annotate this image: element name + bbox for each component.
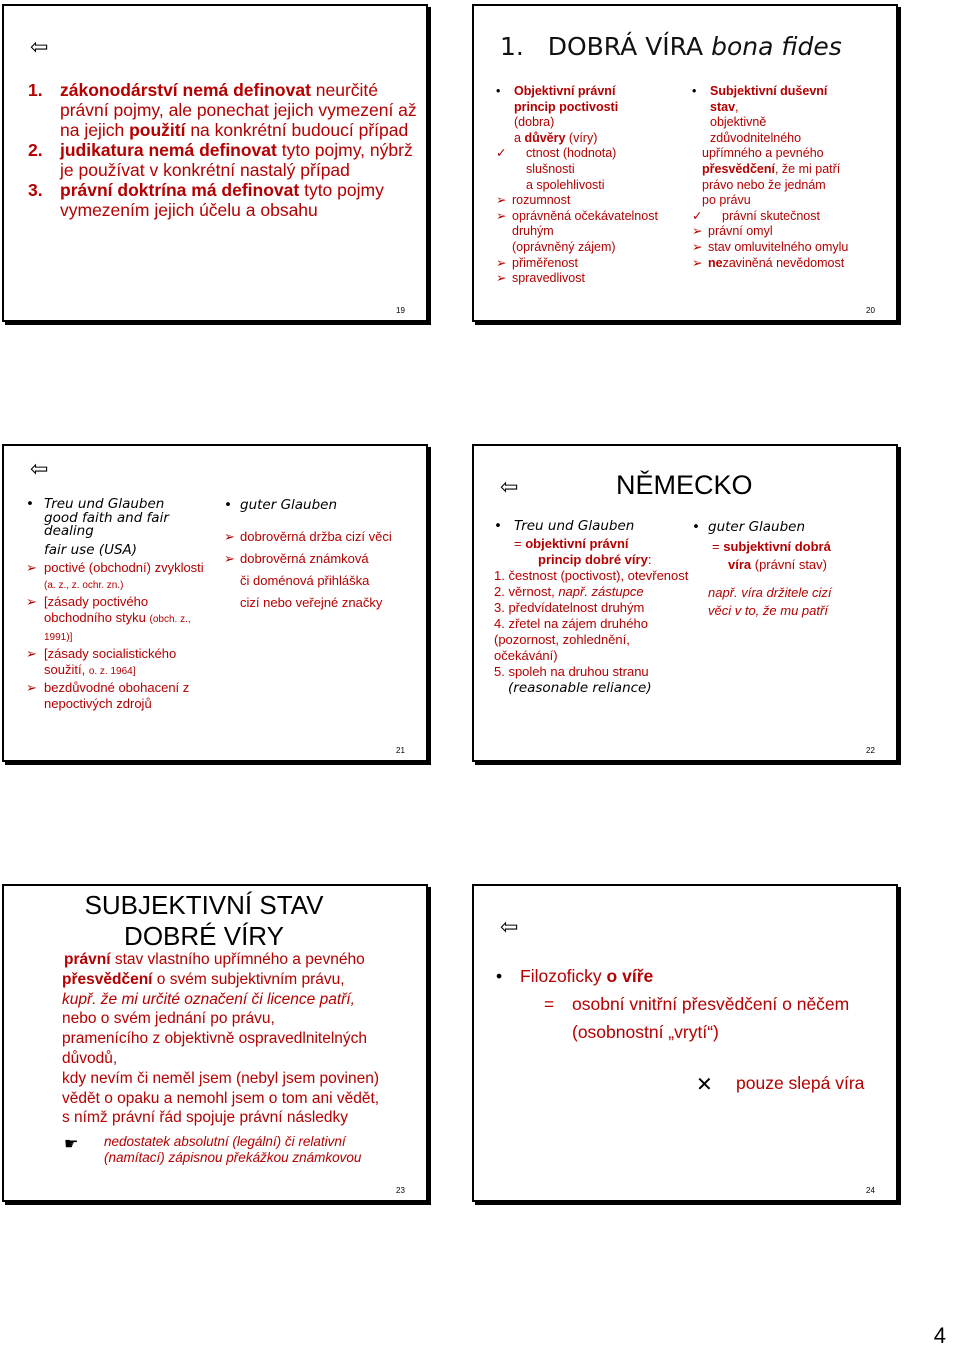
slide-number: 19: [396, 306, 405, 315]
arrowhead-icon: ➢: [26, 680, 37, 695]
slide-22-left: • Treu und Glauben = objektivní právní princip dobré víry: 1. čestnost (poctivost), otevřenost 2. věrnost, např. zástupce 3. předvídatelnost druhým 4. zřetel na zájem druhého (pozornost, zohlednění, očekávání) 5. spoleh na druhou stranu (reasonable reliance): [494, 518, 689, 696]
slide-number: 20: [866, 306, 875, 315]
slide-21-left: • Treu und Glauben good faith and fair dealing fair use (USA) ➢ poctivé (obchodní) zvyklosti (a. z., z. ochr. zn.) ➢ [zásady poctivého obchodního styku (obch. z., 1991)] ➢ [zásady socialistického soužití, o. z. 1964] ➢ bezdůvodné obohacení z nepoctivých zdrojů: [26, 496, 204, 711]
slide-22: [472, 444, 898, 762]
slide-number: 22: [866, 746, 875, 755]
slide-24: [472, 884, 898, 1202]
arrowhead-icon: ➢: [26, 646, 37, 661]
blind-faith-text: pouze slepá víra: [736, 1073, 865, 1093]
slide-number: 21: [396, 746, 405, 755]
slide-22-title: NĚMECKO: [616, 470, 753, 500]
back-arrow-icon: ⇦: [500, 914, 519, 939]
objective-column: • Objektivní právní princip poctivosti (dobra) a důvěry (víry) ✓ ctnost (hodnota) slušnosti a spolehlivosti ➢ rozumnost ➢ oprávněná očekávatelnost druhým (oprávněný zájem) ➢ přiměřenost ➢ spravedlivost: [496, 84, 658, 286]
arrowhead-icon: ➢: [26, 594, 37, 609]
slide-23-note: nedostatek absolutní (legální) či relativní (namítací) zápisnou překážkou známkovou: [104, 1134, 362, 1165]
arrowhead-icon: ➢: [26, 560, 37, 575]
check-icon: ✓: [496, 146, 507, 161]
slide-23: [2, 884, 428, 1202]
slide-20-title: 1. DOBRÁ VÍRA bona fides: [500, 32, 842, 61]
slide-23-title: SUBJEKTIVNÍ STAV DOBRÉ VÍRY: [84, 890, 324, 951]
slide-19-list: 1. zákonodárství nemá definovat neurčité právní pojmy, ale ponechat jejich vymezení až na jejich použití na konkrétní budoucí případ 2. judikatura nemá definovat tyto pojmy, nýbrž je používat v konkrétní nastalý případ 3. právní doktrína má definovat tyto pojmy vymezením jejich účelu a obsahu: [28, 80, 417, 220]
arrowhead-icon: ➢: [224, 529, 235, 544]
slide-number: 23: [396, 1186, 405, 1195]
subjective-column: • Subjektivní duševní stav, objektivně zdůvodnitelného upřímného a pevného přesvědčení, že mi patří právo nebo že jednám po právu ✓ právní skutečnost ➢ právní omyl ➢ stav omluvitelného omylu ➢ nezaviněná nevědomost: [692, 84, 849, 270]
slide-21: [2, 444, 428, 762]
arrowhead-icon: ➢: [496, 255, 507, 270]
slide-22-right: • guter Glauben = subjektivní dobrá víra (právní stav) např. víra držitele cizí věci v to, že mu patří: [692, 519, 832, 618]
arrowhead-icon: ➢: [496, 193, 507, 208]
slide-23-body: právní stav vlastního upřímného a pevného přesvědčení o svém subjektivním právu, kupř. že mi určité označení či licence patří, nebo o svém jednání po právu, pramenícího z objektivně ospravedlnitelných důvodů, kdy nevím či neměl jsem (nebyl jsem povinen) vědět o opaku a nemohl jsem o tom ani vědět, s nímž právní řád spojuje právní následky: [62, 951, 380, 1127]
cross-icon: ✕: [696, 1074, 713, 1096]
slide-19: [2, 4, 428, 322]
arrowhead-icon: ➢: [692, 239, 703, 254]
back-arrow-icon: ⇦: [30, 456, 49, 481]
slide-20: [472, 4, 898, 322]
arrowhead-icon: ➢: [496, 271, 507, 286]
arrowhead-icon: ➢: [692, 224, 703, 239]
arrowhead-icon: ➢: [692, 255, 703, 270]
page-number: 4: [933, 1323, 946, 1348]
back-arrow-icon: ⇦: [30, 34, 49, 59]
pointing-hand-icon: ☛: [64, 1136, 79, 1153]
back-arrow-icon: ⇦: [500, 474, 519, 499]
slide-number: 24: [866, 1186, 875, 1195]
check-icon: ✓: [692, 208, 703, 223]
slide-24-body: • Filozoficky o víře = osobní vnitřní přesvědčení o něčem (osobnostní „vrytí“): [496, 966, 850, 1042]
arrowhead-icon: ➢: [496, 208, 507, 223]
arrowhead-icon: ➢: [224, 551, 235, 566]
slide-21-right: • guter Glauben ➢ dobrověrná držba cizí věci ➢ dobrověrná známková či doménová přihláška cizí nebo veřejné značky: [224, 497, 392, 610]
